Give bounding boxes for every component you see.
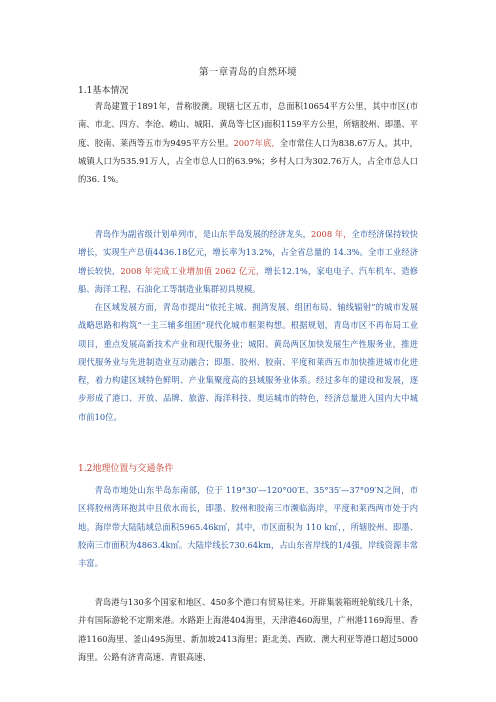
text-run: 青岛作为副省级计划单列市，是山东半岛发展的经济龙头， xyxy=(94,229,311,239)
text-run: 青岛建置于1891年，昔称胶澳。现辖七区五市，总面积10654平方公里，其中市区(市南、市北、四方、李沧、崂山、城阳、黄岛等七区)面积1159平方公里，所辖胶州、即墨、平度、胶南、莱西等五市为9495平方公里。 xyxy=(78,101,418,148)
text-run: 2008 年， xyxy=(310,229,352,239)
section-heading-1-1: 1.1基本情况 xyxy=(78,86,129,96)
text-run: 2008 年完成工业增加值 2062 亿元， xyxy=(120,265,265,276)
text-run: 青岛市地处山东半岛东南部，位于 119°30′—120°00′E、35°35′—37°09′N之间，市区将胶州湾环抱其中且依水而长，即墨、胶州和胶南三市濒临海岸，平度和莱西两市处于内地。海岸带大陆陆域总面积5965.46k㎡，其中，市区面积为 110 k㎡，，所辖胶州、即墨、胶南三市面积为4863.4k㎡。大陆岸线长730.64km，占山东省岸线的1/4强，岸线资源丰常丰富。 xyxy=(78,485,418,569)
text-run: 在区域发展方面，青岛市提出“依托主城、拥湾发展、组团布局、轴线辐射”的城市发展战略思路和构筑“一主三辅多组团”现代化城市框架构想。根据规划，青岛市区不再布局工业项目，重点发展高新技术产业和现代服务业；城阳、黄岛两区加快发展生产性服务业，推进现代服务业与先进制造业互动融合；即墨、胶州、胶南、平度和莱西五市加快推进城市化进程，着力构建区域特色鲜明、产业集聚度高的县域服务业体系。经过多年的建设和发展，逐步形成了港口、开放、品牌、旅游、海洋科技、奥运城市的特色，经济总量进入国内大中城市前10位。 xyxy=(78,302,418,422)
text-run: 全市常住人口为838.67万人。其中，城镇人口为535.91万人，占全市总人口的63.9%；乡村人口为302.76万人，占全市总人口的36. 1%。 xyxy=(78,137,418,185)
paragraph-regional-development xyxy=(78,298,418,426)
chapter-title: 第一章青岛的自然环境 xyxy=(198,67,297,78)
paragraph-basic-info xyxy=(78,97,418,188)
text-run: 全市经济保持较快增长，实现生产总值4436.18亿元，增长率为13.2%，占全省总量的 14.3%。全市工业经济增长较快， xyxy=(78,229,418,276)
text-run: 青岛港与130多个国家和地区、450多个港口有贸易往来。开辟集装箱班轮航线几十条，并有国际游轮不定期来港。水路距上海港404海里，天津港460海里，广州港1169海里、香港1160海里、釜山495海里、新加坡2413海里；距北美、西欧、澳大利亚等港口超过5000海里。公路有济青高速、青银高速、 xyxy=(78,597,418,662)
paragraph-port-transport xyxy=(78,593,418,666)
text-run: 2007年底， xyxy=(233,137,280,148)
paragraph-location xyxy=(78,481,418,572)
text-run: 增长12.1%，家电电子、汽车机车、造修船、海洋工程、石油化工等制造业集群初具规模。 xyxy=(78,265,418,294)
paragraph-economy xyxy=(78,225,418,298)
section-heading-1-2: 1.2地理位置与交通条件 xyxy=(78,464,174,474)
